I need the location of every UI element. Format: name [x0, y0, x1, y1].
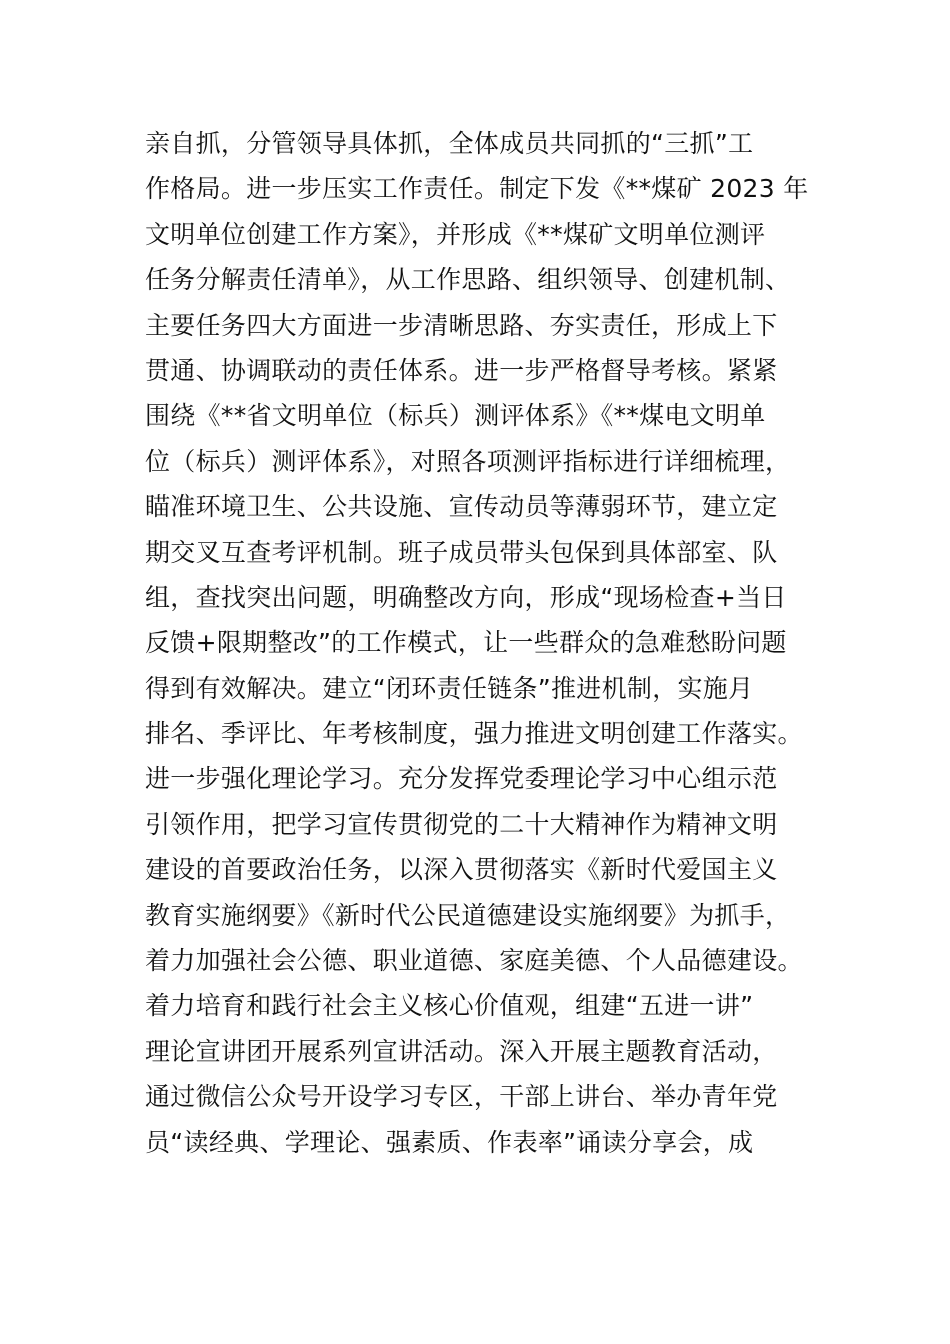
text-line: 位（标兵）测评体系》，对照各项测评指标进行详细梳理，: [145, 446, 791, 476]
text-line: 引领作用，把学习宣传贯彻党的二十大精神作为精神文明: [145, 809, 778, 839]
text-line: 得到有效解决。建立“闭环责任链条”推进机制，实施月: [145, 673, 754, 703]
text-line: 进一步强化理论学习。充分发挥党委理论学习中心组示范: [145, 764, 778, 794]
text-line: 理论宣讲团开展系列宣讲活动。深入开展主题教育活动，: [145, 1036, 778, 1066]
body-paragraph: [145, 121, 815, 1165]
text-line: 围绕《**省文明单位（标兵）测评体系》《**煤电文明单: [145, 401, 766, 431]
text-line: 着力培育和践行社会主义核心价值观，组建“五进一讲”: [145, 991, 754, 1021]
text-line: 员“读经典、学理论、强素质、作表率”诵读分享会，成: [145, 1127, 754, 1157]
text-line: 作格局。进一步压实工作责任。制定下发《**煤矿 2023 年: [145, 174, 809, 204]
text-line: 着力加强社会公德、职业道德、家庭美德、个人品德建设。: [145, 946, 803, 976]
text-line: 期交叉互查考评机制。班子成员带头包保到具体部室、队: [145, 537, 778, 567]
text-line: 贯通、协调联动的责任体系。进一步严格督导考核。紧紧: [145, 355, 778, 385]
text-line: 组，查找突出问题，明确整改方向，形成“现场检查+当日: [145, 582, 787, 612]
text-line: 通过微信公众号开设学习专区，干部上讲台、举办青年党: [145, 1082, 778, 1112]
text-line: 教育实施纲要》《新时代公民道德建设实施纲要》为抓手，: [145, 900, 791, 930]
text-line: 文明单位创建工作方案》，并形成《**煤矿文明单位测评: [145, 219, 766, 249]
text-line: 主要任务四大方面进一步清晰思路、夯实责任，形成上下: [145, 310, 778, 340]
text-line: 亲自抓，分管领导具体抓，全体成员共同抓的“三抓”工: [145, 129, 754, 158]
text-line: 建设的首要政治任务，以深入贯彻落实《新时代爱国主义: [145, 855, 778, 885]
text-line: 瞄准环境卫生、公共设施、宣传动员等薄弱环节，建立定: [145, 492, 778, 522]
text-line: 任务分解责任清单》，从工作思路、组织领导、创建机制、: [145, 265, 791, 295]
text-line: 反馈+限期整改”的工作模式，让一些群众的急难愁盼问题: [145, 628, 787, 658]
text-line: 排名、季评比、年考核制度，强力推进文明创建工作落实。: [145, 719, 803, 749]
